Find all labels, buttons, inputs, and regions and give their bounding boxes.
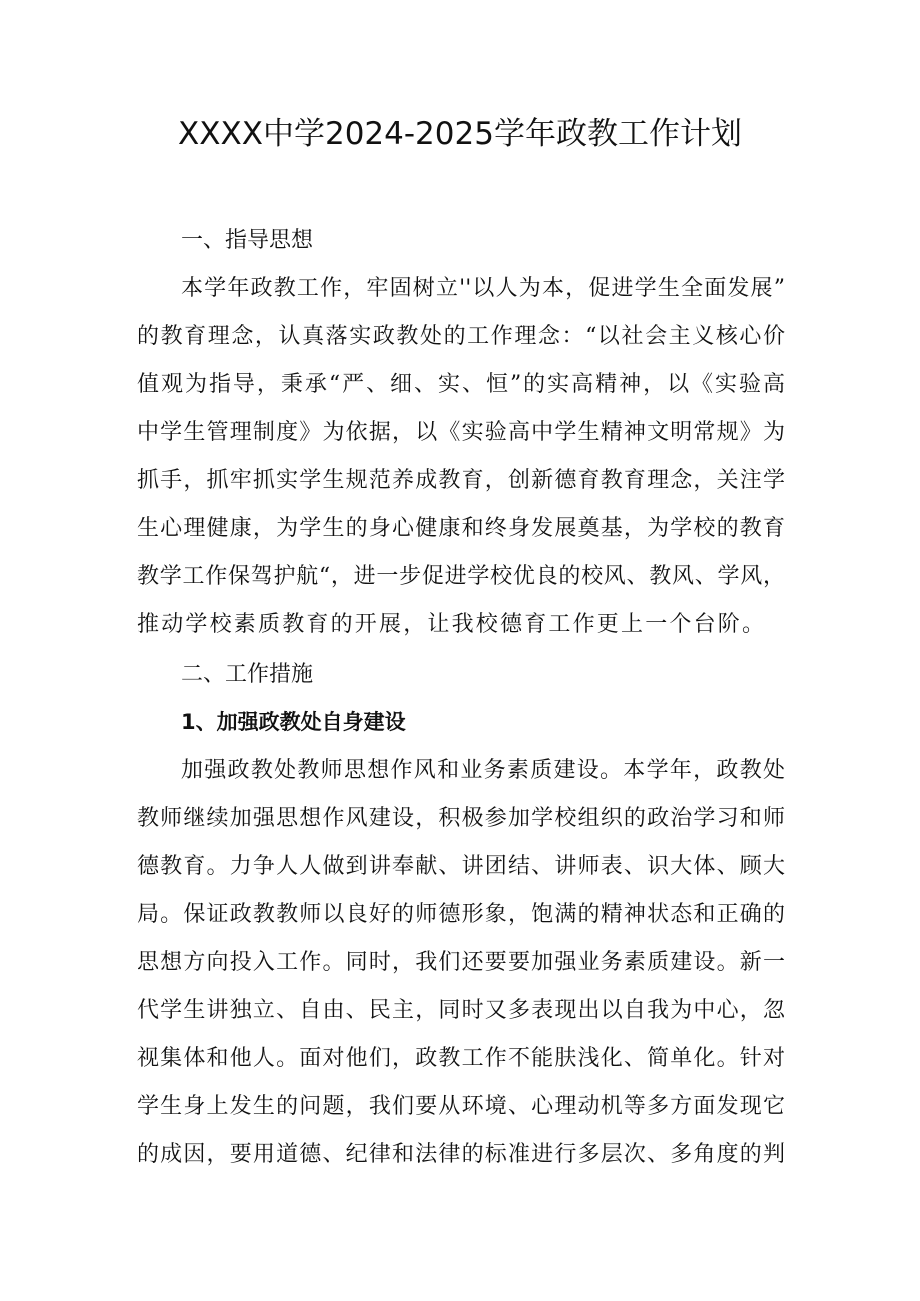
document-title: XXXX中学2024-2025学年政教工作计划 bbox=[178, 116, 742, 152]
section1-heading: 一、指导思想 bbox=[181, 228, 314, 253]
section2-line-6: 代学生讲独立、自由、民主，同时又多表现出以自我为中心，忽 bbox=[137, 998, 785, 1023]
section1-line-1: 本学年政教工作，牢固树立''以人为本，促进学生全面发展” bbox=[181, 276, 785, 301]
section2-line-3: 德教育。力争人人做到讲奉献、讲团结、讲师表、识大体、顾大 bbox=[137, 854, 785, 879]
section1-line-6: 生心理健康，为学生的身心健康和终身发展奠基，为学校的教育 bbox=[137, 516, 785, 541]
section2-line-1: 加强政教处教师思想作风和业务素质建设。本学年，政教处 bbox=[181, 758, 785, 783]
section1-line-2: 的教育理念，认真落实政教处的工作理念：“以社会主义核心价 bbox=[137, 324, 785, 349]
section1-line-7: 教学工作保驾护航“，进一步促进学校优良的校风、教风、学风， bbox=[137, 564, 785, 589]
section2-line-4: 局。保证政教教师以良好的师德形象，饱满的精神状态和正确的 bbox=[137, 902, 785, 927]
section2-line-7: 视集体和他人。面对他们，政教工作不能肤浅化、简单化。针对 bbox=[137, 1046, 785, 1071]
section2-line-5: 思想方向投入工作。同时，我们还要要加强业务素质建设。新一 bbox=[137, 950, 785, 975]
section2-heading: 二、工作措施 bbox=[181, 662, 314, 687]
section1-line-4: 中学生管理制度》为依据，以《实验高中学生精神文明常规》为 bbox=[137, 420, 785, 445]
section1-line-3: 值观为指导，秉承“严、细、实、恒”的实高精神，以《实验高 bbox=[137, 372, 785, 397]
section1-line-8: 推动学校素质教育的开展，让我校德育工作更上一个台阶。 bbox=[137, 612, 767, 637]
section1-line-5: 抓手，抓牢抓实学生规范养成教育，创新德育教育理念，关注学 bbox=[137, 468, 785, 493]
section2-line-9: 的成因，要用道德、纪律和法律的标准进行多层次、多角度的判 bbox=[137, 1142, 785, 1167]
section2-subheading: 1、加强政教处自身建设 bbox=[181, 710, 406, 734]
section2-line-2: 教师继续加强思想作风建设，积极参加学校组织的政治学习和师 bbox=[137, 806, 785, 831]
section2-line-8: 学生身上发生的问题，我们要从环境、心理动机等多方面发现它 bbox=[137, 1094, 785, 1119]
